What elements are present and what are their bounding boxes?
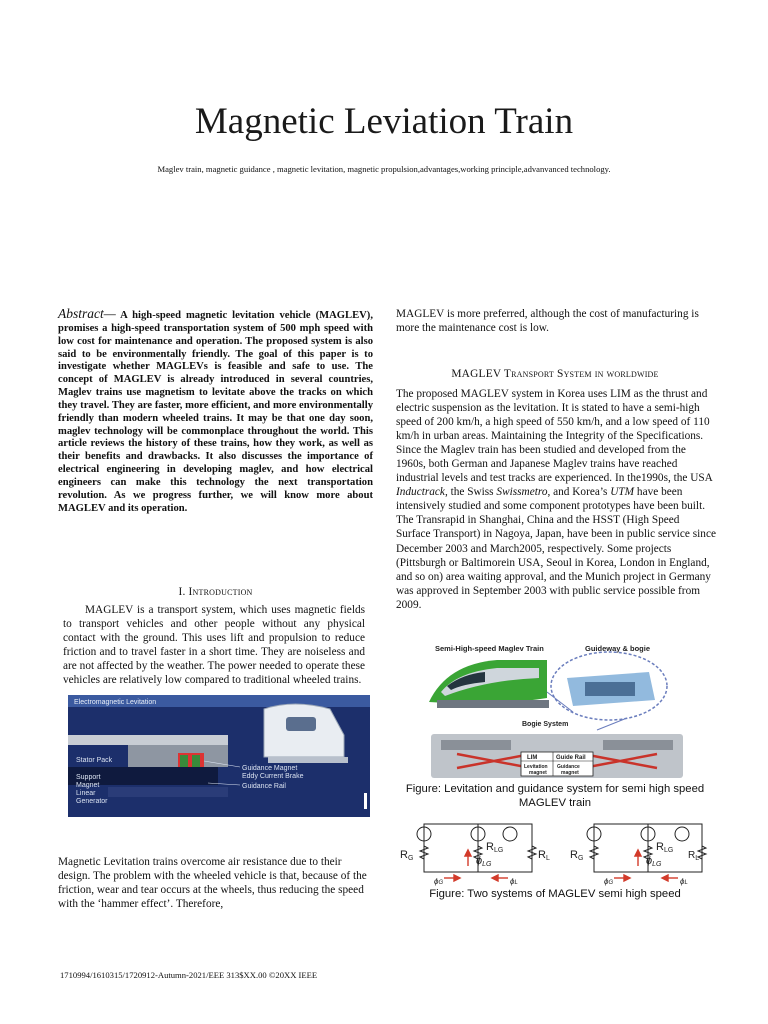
label-guidance-magnet: Guidance Magnet — [242, 765, 298, 772]
guideway-figure-title: Guideway & bogie — [585, 644, 651, 653]
figure-left-title: Electromagnetic Levitation — [74, 699, 157, 706]
rl-label: R — [538, 849, 546, 861]
transport-system-paragraph — [396, 387, 716, 612]
utm-term: UTM — [610, 486, 635, 499]
svg-text:RLG — [656, 841, 673, 854]
svg-text:ϕL — [510, 877, 518, 886]
maglev-train-figure — [427, 642, 687, 782]
svg-text:ϕLG — [476, 855, 492, 868]
abstract-text: A high-speed magnetic levitation vehicle (MAGLEV), promises a high-speed transportation system of 500 mph speed with low cost for maintenance and operation. The proposed system is also said to be environmentally friendly. The goal of this paper is to investigate whether MAGLEVs is feasible and safe to use. The concept of MAGLEV is already introduced in several countries, Maglev trains use magnetism to levitate above the tracks on which they travel. They are faster, more efficient, and more environmentally friendly than modern wheeled trains. It may be that one day soon, maglev technology will be commonplace throughout the world. This article reviews the history of these trains, how they work, as well as their benefits and drawbacks. It also discusses the importance of electrical engineering in developing maglev, and how electrical engineers can make this technology the next transportation revolution. As we progress further, we will know more about MAGLEV and its operation. — [58, 310, 373, 514]
levitation-magnet-label-1: Levitation — [524, 764, 548, 770]
svg-text:RG — [400, 849, 413, 862]
label-eddy-current-brake: Eddy Current Brake — [242, 773, 304, 780]
swissmetro-term: Swissmetro — [496, 486, 548, 499]
phi-lg-label-right: ϕ — [646, 855, 653, 867]
phi-l-subscript-right: L — [684, 880, 688, 886]
right-column-paragraph: MAGLEV is more preferred, although the cost of manufacturing is more the maintenance cost is low. — [396, 308, 699, 334]
magnetic-circuit-figure — [398, 812, 712, 886]
label-generator: Generator — [76, 798, 108, 805]
phi-l-label: ϕ — [510, 877, 515, 886]
introduction-heading: I. Introduction — [178, 586, 253, 598]
phi-l-subscript: L — [514, 880, 518, 886]
rlg-subscript: LG — [493, 847, 504, 854]
left-column-paragraph: Magnetic Levitation trains overcome air resistance due to their design. The problem with the wheeled vehicle is that, because of the friction, wear and tear occurs at the wheels, thus reducing the speed with the ‘hammer effect’. Therefore, — [58, 856, 367, 910]
transport-text-1: The proposed MAGLEV system in Korea uses LIM as the thrust and electric suspension as the levitation. It is stated to have a semi-high speed of 200 km/h, a high speed of 550 km/h, and a low speed of 110 km/h in urban areas. Maintaining the Integrity of the Specifications. Since the Maglev train has been studied and developed from the 1960s, both German and Japanese Maglev trains have reached industrial levels and test tracks are experienced. In the1990s, the USA — [396, 388, 713, 485]
phi-g-subscript-right: G — [608, 880, 614, 886]
rlg-label-right: R — [656, 841, 664, 853]
phi-g-subscript: G — [438, 880, 444, 886]
svg-text:RL — [538, 849, 550, 862]
introduction-text: MAGLEV is a transport system, which uses magnetic fields to transport vehicles and other people without any physical contact with the ground. This uses lift and propulsion to reduce friction and to travel faster in a short time. They are noiseless and are not affected by the weather. The power needed to operate these vehicles are relatively low compared to traditional wheeled trains. — [63, 604, 365, 687]
phi-g-label: ϕ — [434, 877, 439, 886]
transport-text-2: , the Swiss — [444, 486, 497, 499]
train-figure-title: Semi-High-speed Maglev Train — [435, 644, 544, 653]
guidance-magnet-label-1: Guidance — [557, 764, 580, 770]
svg-text:RL — [688, 850, 699, 862]
label-magnet: Magnet — [76, 782, 100, 789]
phi-lg-subscript-right: LG — [652, 861, 662, 868]
introduction-paragraph — [63, 603, 365, 688]
rg-label-right: R — [570, 849, 578, 861]
levitation-magnet-label-2: magnet — [529, 770, 547, 776]
rl-label-right: R — [688, 850, 696, 861]
phi-g-label-right: ϕ — [604, 877, 609, 886]
label-support: Support — [76, 774, 101, 781]
label-guidance-rail: Guidance Rail — [242, 783, 286, 790]
lim-label: LIM — [527, 755, 538, 761]
label-stator-pack: Stator Pack — [76, 757, 113, 764]
abstract-label: Abstract — [58, 306, 104, 321]
rg-subscript: G — [407, 855, 414, 862]
svg-text:ϕG — [434, 877, 443, 886]
rlg-label: R — [486, 841, 494, 853]
label-linear: Linear — [76, 790, 96, 797]
rl-subscript: L — [545, 855, 550, 862]
copyright-footer: 1710994/1610315/1720912-Autumn-2021/EEE 313$XX.00 ©20XX IEEE — [60, 970, 318, 980]
bogie-system-label: Bogie System — [522, 721, 569, 728]
guidance-magnet-label-2: magnet — [561, 770, 579, 776]
phi-lg-subscript: LG — [482, 861, 492, 868]
svg-text:ϕL — [680, 877, 688, 886]
rg-subscript-right: G — [577, 855, 584, 862]
keywords: Maglev train, magnetic guidance , magnetic levitation, magnetic propulsion,advantages,working principle,advanvanced technology. — [157, 164, 611, 174]
rlg-subscript-right: LG — [663, 847, 674, 854]
abstract — [58, 308, 373, 516]
rg-label: R — [400, 849, 408, 861]
guide-rail-label: Guide Rail — [556, 755, 586, 761]
abstract-dash: — — [103, 306, 116, 321]
transport-system-heading: MAGLEV Transport System in worldwide — [451, 368, 659, 380]
svg-text:RG — [570, 849, 583, 862]
svg-text:RLG — [486, 841, 503, 854]
paper-title: Magnetic Leviation Train — [194, 101, 574, 142]
phi-l-label-right: ϕ — [680, 877, 685, 886]
transport-text-3: , and Korea’s — [547, 486, 611, 499]
transport-text-4: have been intensively studied and some component prototypes have been built. The Transrapid in Shanghai, China and the HSST (High Speed Surface Transport) in Nagoya, Japan, have been in public service since December 2003 and March2005, respectively. Some projects (Pittsburgh or Baltimorein USA, Seoul in Korea, London in England, and so on) area waiting approval, and the Munich project in Germany was approved in September 2003 with public service possible from 2009. — [396, 486, 716, 611]
figure-caption-two-systems: Figure: Two systems of MAGLEV semi high speed — [429, 888, 681, 900]
phi-lg-label: ϕ — [476, 855, 483, 867]
svg-text:ϕG — [604, 877, 613, 886]
rl-subscript-right: L — [695, 855, 700, 862]
inductrack-term: Inductrack — [396, 486, 445, 499]
figure-caption-levitation: Figure: Levitation and guidance system for semi high speed MAGLEV train — [405, 783, 705, 809]
electromagnetic-levitation-figure — [68, 695, 370, 817]
svg-text:ϕLG — [646, 855, 662, 868]
